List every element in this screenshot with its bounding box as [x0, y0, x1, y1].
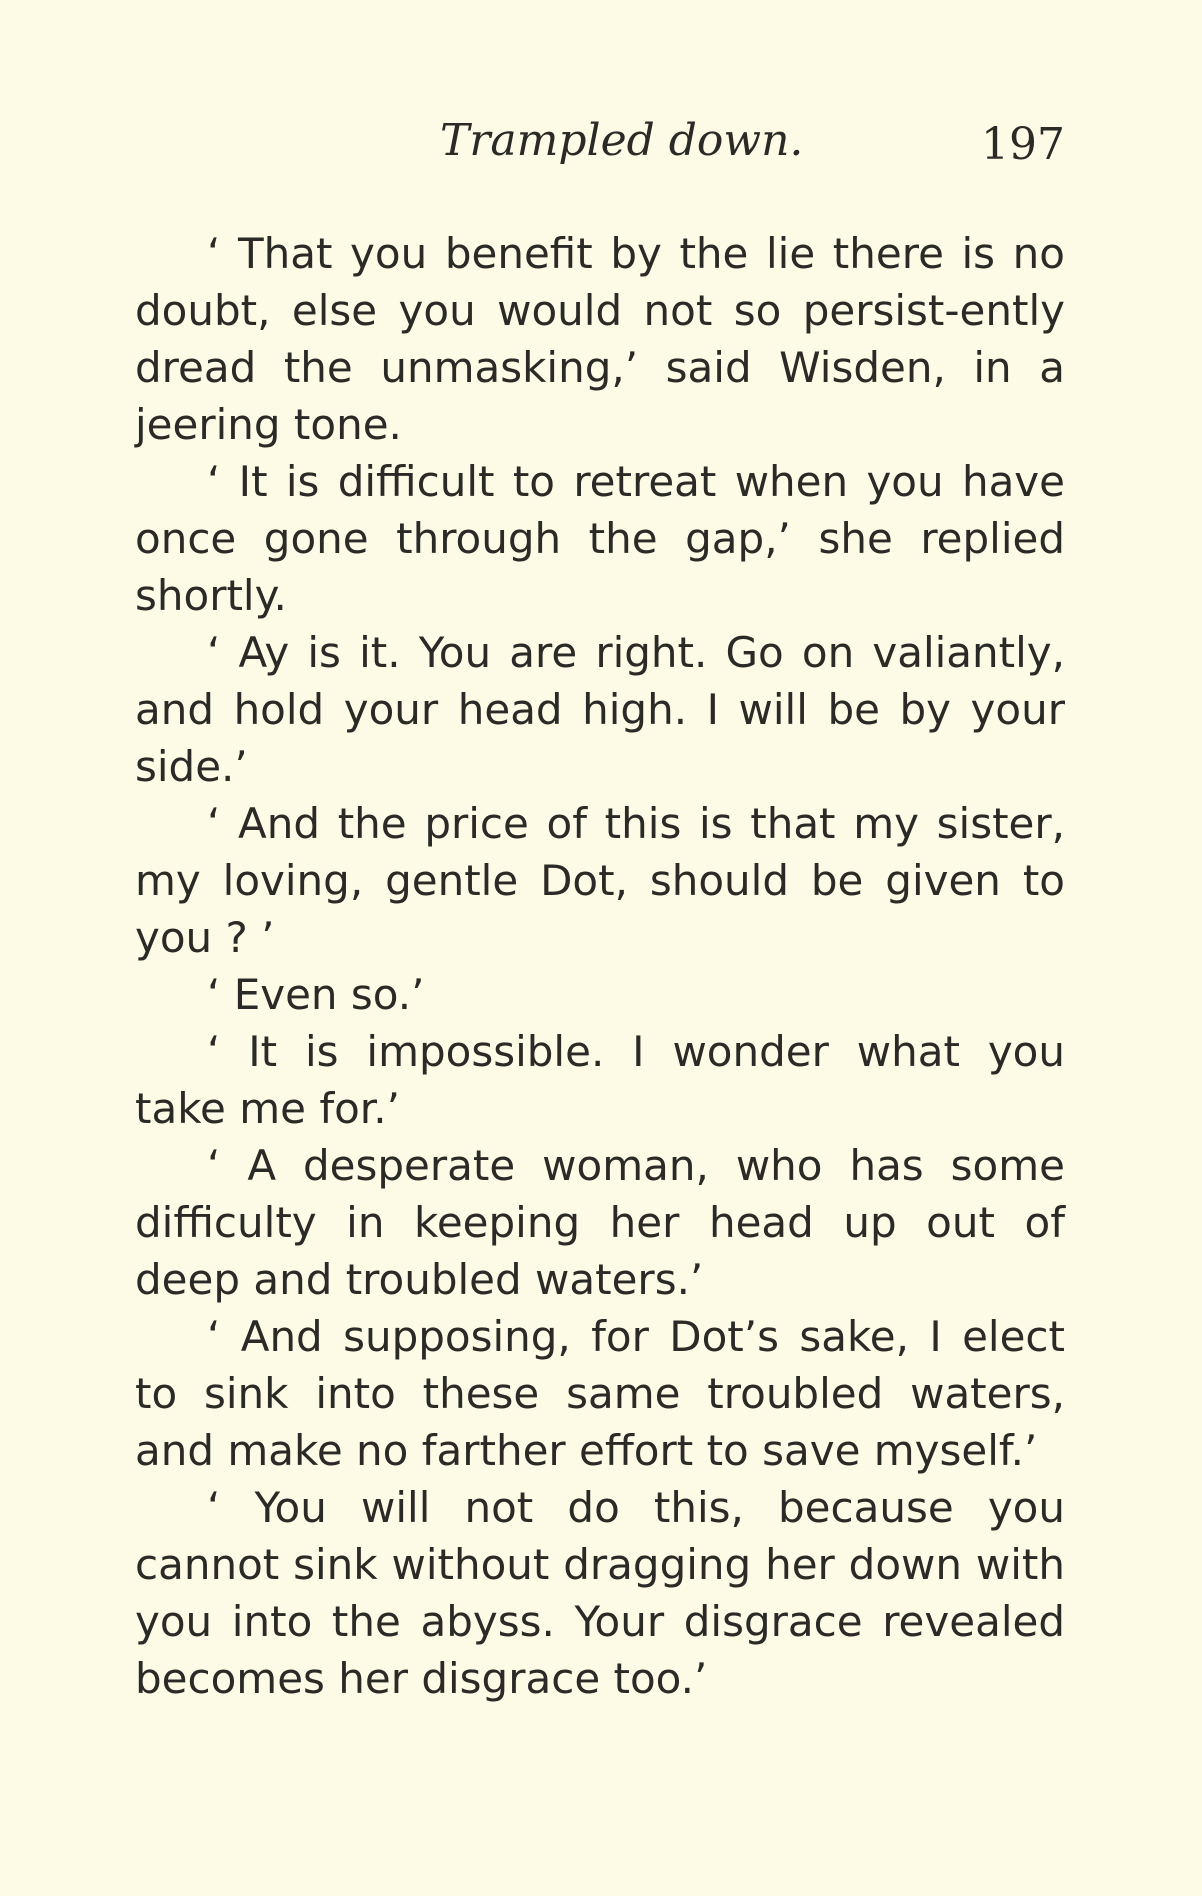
paragraph: ‘ A desperate woman, who has some difficulty in keeping her head up out of deep and troubled waters.’: [135, 1141, 1065, 1304]
running-title: Trampled down.: [440, 115, 804, 166]
paragraph: ‘ That you benefit by the lie there is no doubt, else you would not so persist-ently dread the unmasking,’ said Wisden, in a jeering tone.: [135, 229, 1065, 449]
paragraph: ‘ And supposing, for Dot’s sake, I elect to sink into these same troubled waters, and make no farther effort to save myself.’: [135, 1312, 1065, 1475]
paragraph: ‘ It is difficult to retreat when you have once gone through the gap,’ she replied shortly.: [135, 457, 1065, 620]
page-number: 197: [981, 119, 1065, 170]
paragraph: ‘ It is impossible. I wonder what you take me for.’: [135, 1027, 1065, 1133]
paragraph: ‘ Ay is it. You are right. Go on valiantly, and hold your head high. I will be by your side.’: [135, 628, 1065, 791]
paragraph: ‘ Even so.’: [207, 970, 425, 1019]
paragraph: ‘ You will not do this, because you cannot sink without dragging her down with you into the abyss. Your disgrace revealed becomes her disgrace too.’: [135, 1483, 1065, 1703]
body-text: [135, 225, 1065, 1707]
running-head: [135, 115, 1065, 185]
paragraph: ‘ And the price of this is that my sister, my loving, gentle Dot, should be given to you ? ’: [135, 799, 1065, 962]
